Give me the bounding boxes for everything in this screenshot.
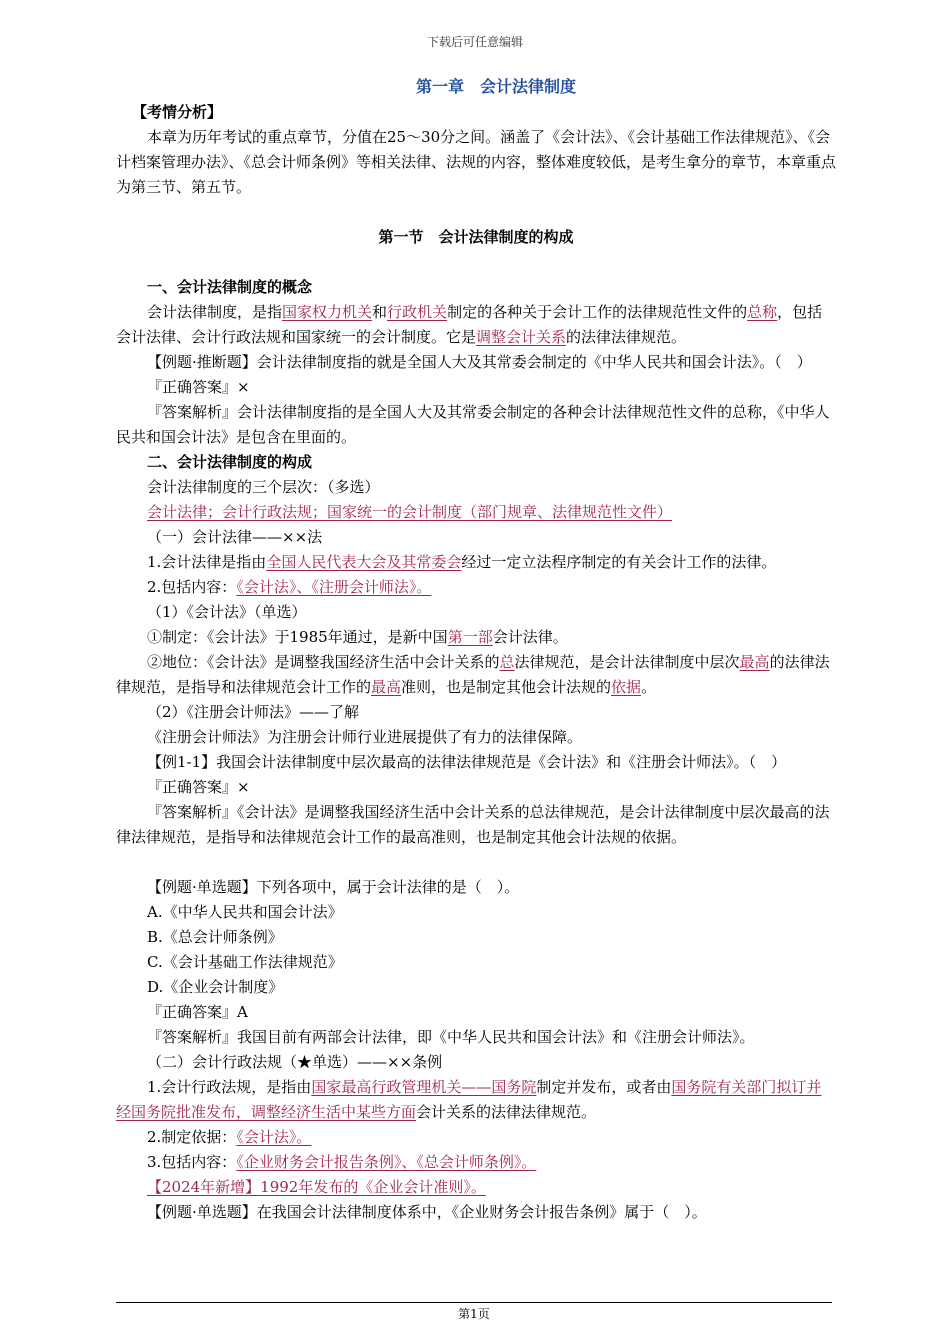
- concept-text: 和: [372, 303, 388, 321]
- status-underline: 最高: [371, 678, 402, 696]
- status-text: ②地位：《会计法》是调整我国经济生活中会计关系的: [147, 653, 500, 671]
- law-text: 2.包括内容：: [147, 578, 237, 596]
- admin-underline: 《会计法》。: [236, 1128, 312, 1146]
- example-analysis: 『答案解析』会计法律制度指的是全国人大及其常委会制定的各种会计法律规范性文件的总称，《中华人民共和国会计法》是包含在里面的。: [116, 403, 830, 446]
- enactment-line: [116, 625, 836, 650]
- admin-item-3: [116, 1150, 836, 1175]
- enact-text: ①制定：《会计法》于1985年通过，是新中国: [147, 628, 448, 646]
- status-text: 法律规范，是会计法律制度中层次: [514, 653, 740, 671]
- status-paragraph: [116, 650, 836, 700]
- concept-underline: 国家权力机关: [282, 303, 373, 321]
- law-heading: （一）会计法律——××法: [147, 528, 323, 546]
- new-2024-underline: 【2024年新增】1992年发布的《企业会计准则》。: [147, 1178, 486, 1196]
- status-underline: 依据: [611, 678, 642, 696]
- concept-text: ，包括会计法律、会计行政法规和国家统一的会计制度。它是: [116, 303, 823, 346]
- concept-underline: 调整会计关系: [476, 328, 567, 346]
- status-underline: 最高: [739, 653, 770, 671]
- levels-line: 会计法律制度的三个层次：（多选）: [147, 478, 380, 496]
- admin-underline: 国务院有关部门拟订并经国务院批准发布，调整经济生活中某些方面: [116, 1078, 822, 1121]
- document-body: [116, 74, 836, 1225]
- admin-text: 3.包括内容：: [147, 1153, 237, 1171]
- concept-underline: 总称: [747, 303, 778, 321]
- example-question: 【例题·单选题】下列各项中，属于会计法律的是（ ）。: [147, 878, 520, 896]
- concept-text: 会计法律制度，是指: [147, 303, 283, 321]
- concept-underline: 行政机关: [387, 303, 448, 321]
- spacer: [116, 850, 836, 875]
- chapter-title: 第一章 会计法律制度: [415, 77, 576, 96]
- law-underline: 《会计法》、《注册会计师法》。: [236, 578, 432, 596]
- admin-heading: （二）会计行政法规（★单选）——××条例: [147, 1053, 443, 1071]
- admin-text: 2.制定依据：: [147, 1128, 237, 1146]
- cpa-heading: （2）《注册会计师法》——了解: [147, 703, 360, 721]
- example-analysis: 『答案解析』我国目前有两部会计法律，即《中华人民共和国会计法》和《注册会计师法》。: [147, 1028, 755, 1046]
- example-answer: 『正确答案』×: [147, 778, 250, 796]
- new-2024-line: [116, 1175, 836, 1200]
- law-underline: 全国人民代表大会及其常委会: [266, 553, 462, 571]
- admin-item-1: [116, 1075, 836, 1125]
- concept-heading: 一、会计法律制度的概念: [147, 278, 313, 296]
- enact-underline: 第一部: [447, 628, 493, 646]
- example-question: 【例题·单选题】在我国会计法律制度体系中，《企业财务会计报告条例》属于（ ）。: [147, 1203, 707, 1221]
- example-question: 【例题·推断题】会计法律制度指的就是全国人大及其常委会制定的《中华人民共和国会计法》。（ ）: [147, 353, 812, 371]
- admin-text: 会计关系的法律法律规范。: [416, 1103, 597, 1121]
- levels-underline: 会计法律；会计行政法规；国家统一的会计制度（部门规章、法律规范性文件）: [147, 503, 673, 521]
- law-text: 1.会计法律是指由: [147, 553, 267, 571]
- option-d: D.《企业会计制度》: [147, 978, 284, 996]
- analysis-text: 本章为历年考试的重点章节，分值在25～30分之间。涵盖了《会计法》、《会计基础工作法律规范》、《会计档案管理办法》、《总会计师条例》等相关法律、法规的内容，整体难度较低，是考生拿分的章节，本章重点为第三节、第五节。: [116, 128, 837, 196]
- section-title: 第一节 会计法律制度的构成: [378, 228, 574, 246]
- law-item-2: [116, 575, 836, 600]
- law-item-1: [116, 550, 836, 575]
- concept-text: 制定的各种关于会计工作的法律规范性文件的: [447, 303, 748, 321]
- admin-item-2: [116, 1125, 836, 1150]
- status-text: 。: [641, 678, 657, 696]
- status-text: 的法律法律规范，是指导和法律规范会计工作的: [116, 653, 830, 696]
- option-c: C.《会计基础工作法律规范》: [147, 953, 343, 971]
- example-answer: 『正确答案』A: [147, 1003, 248, 1021]
- admin-text: 1.会计行政法规，是指由: [147, 1078, 312, 1096]
- page-footer: 第1页: [116, 1302, 832, 1322]
- composition-heading: 二、会计法律制度的构成: [147, 453, 313, 471]
- status-underline: 总: [499, 653, 515, 671]
- cpa-text: 《注册会计师法》为注册会计师行业进展提供了有力的法律保障。: [147, 728, 583, 746]
- page-header: 下载后可任意编辑: [426, 35, 523, 49]
- law-text: 经过一定立法程序制定的有关会计工作的法律。: [461, 553, 777, 571]
- admin-underline: 《企业财务会计报告条例》、《总会计师条例》。: [236, 1153, 537, 1171]
- enact-text: 会计法律。: [492, 628, 568, 646]
- admin-text: 制定并发布，或者由: [536, 1078, 672, 1096]
- analysis-heading: 【考情分析】: [132, 103, 223, 121]
- status-text: 准则，也是制定其他会计法规的: [401, 678, 612, 696]
- concept-text: 的法律法律规范。: [566, 328, 687, 346]
- example-answer: 『正确答案』×: [147, 378, 250, 396]
- accounting-law-heading: （1）《会计法》（单选）: [147, 603, 307, 621]
- admin-underline: 国家最高行政管理机关——国务院: [311, 1078, 537, 1096]
- option-b: B.《总会计师条例》: [147, 928, 283, 946]
- example-question: 【例1-1】我国会计法律制度中层次最高的法律法律规范是《会计法》和《注册会计师法》。（ ）: [147, 753, 787, 771]
- option-a: A.《中华人民共和国会计法》: [147, 903, 343, 921]
- concept-paragraph: [116, 300, 836, 350]
- example-analysis: 『答案解析』《会计法》是调整我国经济生活中会计关系的总法律规范，是会计法律制度中层次最高的法律法律规范，是指导和法律规范会计工作的最高准则，也是制定其他会计法规的依据。: [116, 803, 830, 846]
- levels-underlined: [116, 500, 836, 525]
